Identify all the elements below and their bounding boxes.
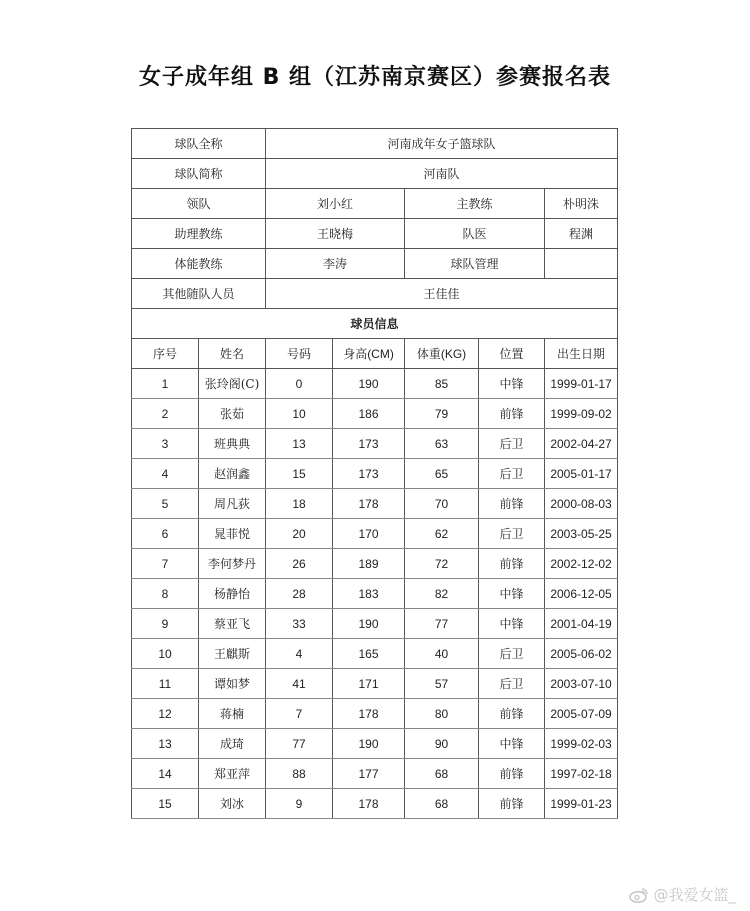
cell-name: 王麒斯: [199, 639, 266, 669]
cell-name: 郑亚萍: [199, 759, 266, 789]
cell-position: 后卫: [479, 459, 545, 489]
cell-weight: 90: [405, 729, 479, 759]
value-head-coach: 朴明洙: [545, 189, 618, 219]
cell-position: 前锋: [479, 489, 545, 519]
value-team-full-name: 河南成年女子篮球队: [266, 129, 618, 159]
cell-jersey: 88: [266, 759, 333, 789]
cell-jersey: 7: [266, 699, 333, 729]
cell-jersey: 9: [266, 789, 333, 819]
cell-jersey: 15: [266, 459, 333, 489]
cell-height: 171: [333, 669, 405, 699]
table-row: [132, 429, 618, 459]
table-row: [132, 759, 618, 789]
cell-number: 7: [132, 549, 199, 579]
table-row: [132, 579, 618, 609]
cell-birth-date: 2002-12-02: [545, 549, 618, 579]
cell-name: 杨静怡: [199, 579, 266, 609]
table-row: [132, 789, 618, 819]
cell-birth-date: 2006-12-05: [545, 579, 618, 609]
cell-weight: 77: [405, 609, 479, 639]
cell-name: 蔡亚飞: [199, 609, 266, 639]
cell-height: 183: [333, 579, 405, 609]
cell-name: 张玲阁(C): [199, 369, 266, 399]
label-team-short-name: 球队简称: [132, 159, 266, 189]
table-row: [132, 369, 618, 399]
cell-weight: 57: [405, 669, 479, 699]
cell-number: 11: [132, 669, 199, 699]
cell-height: 170: [333, 519, 405, 549]
cell-number: 1: [132, 369, 199, 399]
cell-birth-date: 2002-04-27: [545, 429, 618, 459]
label-other-staff: 其他随队人员: [132, 279, 266, 309]
cell-number: 10: [132, 639, 199, 669]
cell-weight: 40: [405, 639, 479, 669]
value-fitness-coach: 李涛: [266, 249, 405, 279]
cell-number: 15: [132, 789, 199, 819]
cell-height: 178: [333, 789, 405, 819]
cell-number: 4: [132, 459, 199, 489]
watermark: [629, 884, 736, 905]
table-row: [132, 519, 618, 549]
label-manager: 球队管理: [405, 249, 545, 279]
row-players-section: [132, 309, 618, 339]
label-doctor: 队医: [405, 219, 545, 249]
cell-name: 周凡荻: [199, 489, 266, 519]
cell-number: 2: [132, 399, 199, 429]
cell-weight: 68: [405, 789, 479, 819]
row-team-full-name: [132, 129, 618, 159]
row-leader-coach: [132, 189, 618, 219]
value-team-short-name: 河南队: [266, 159, 618, 189]
label-team-full-name: 球队全称: [132, 129, 266, 159]
cell-birth-date: 2005-07-09: [545, 699, 618, 729]
table-row: [132, 399, 618, 429]
column-header: 身高(CM): [333, 339, 405, 369]
cell-height: 178: [333, 699, 405, 729]
row-fitness-manager: [132, 249, 618, 279]
cell-jersey: 41: [266, 669, 333, 699]
value-assistant-coach: 王晓梅: [266, 219, 405, 249]
cell-height: 190: [333, 609, 405, 639]
table-row: [132, 729, 618, 759]
cell-birth-date: 2001-04-19: [545, 609, 618, 639]
cell-weight: 82: [405, 579, 479, 609]
cell-number: 5: [132, 489, 199, 519]
cell-name: 赵润鑫: [199, 459, 266, 489]
cell-jersey: 4: [266, 639, 333, 669]
cell-birth-date: 2003-07-10: [545, 669, 618, 699]
cell-name: 谭如梦: [199, 669, 266, 699]
cell-position: 前锋: [479, 699, 545, 729]
registration-table: [131, 128, 618, 819]
cell-number: 13: [132, 729, 199, 759]
cell-weight: 70: [405, 489, 479, 519]
cell-position: 中锋: [479, 579, 545, 609]
column-header: 序号: [132, 339, 199, 369]
cell-position: 中锋: [479, 369, 545, 399]
label-head-coach: 主教练: [405, 189, 545, 219]
cell-height: 178: [333, 489, 405, 519]
row-assistant-doctor: [132, 219, 618, 249]
cell-jersey: 10: [266, 399, 333, 429]
watermark-text: @我爱女篮_: [653, 886, 736, 904]
cell-number: 12: [132, 699, 199, 729]
cell-jersey: 18: [266, 489, 333, 519]
value-doctor: 程渊: [545, 219, 618, 249]
row-other-staff: [132, 279, 618, 309]
label-fitness-coach: 体能教练: [132, 249, 266, 279]
cell-jersey: 77: [266, 729, 333, 759]
cell-jersey: 33: [266, 609, 333, 639]
column-header: 姓名: [199, 339, 266, 369]
cell-name: 刘冰: [199, 789, 266, 819]
cell-name: 班典典: [199, 429, 266, 459]
cell-position: 前锋: [479, 399, 545, 429]
cell-position: 中锋: [479, 729, 545, 759]
cell-weight: 65: [405, 459, 479, 489]
cell-jersey: 20: [266, 519, 333, 549]
cell-birth-date: 1999-01-17: [545, 369, 618, 399]
cell-jersey: 13: [266, 429, 333, 459]
column-header: 体重(KG): [405, 339, 479, 369]
table-row: [132, 609, 618, 639]
cell-name: 成琦: [199, 729, 266, 759]
label-leader: 领队: [132, 189, 266, 219]
cell-position: 后卫: [479, 669, 545, 699]
cell-name: 张茹: [199, 399, 266, 429]
cell-jersey: 28: [266, 579, 333, 609]
cell-number: 6: [132, 519, 199, 549]
cell-height: 173: [333, 429, 405, 459]
cell-position: 前锋: [479, 789, 545, 819]
label-assistant-coach: 助理教练: [132, 219, 266, 249]
cell-name: 晁菲悦: [199, 519, 266, 549]
column-header: 位置: [479, 339, 545, 369]
cell-birth-date: 2005-06-02: [545, 639, 618, 669]
cell-position: 后卫: [479, 519, 545, 549]
cell-height: 165: [333, 639, 405, 669]
cell-position: 前锋: [479, 549, 545, 579]
players-section-heading: 球员信息: [132, 309, 618, 339]
value-manager: [545, 249, 618, 279]
page-title: 女子成年组 B 组（江苏南京赛区）参赛报名表: [138, 65, 612, 90]
cell-height: 186: [333, 399, 405, 429]
cell-jersey: 26: [266, 549, 333, 579]
cell-number: 9: [132, 609, 199, 639]
row-team-short-name: [132, 159, 618, 189]
cell-weight: 68: [405, 759, 479, 789]
table-row: [132, 699, 618, 729]
value-other-staff: 王佳佳: [266, 279, 618, 309]
cell-birth-date: 1999-02-03: [545, 729, 618, 759]
cell-birth-date: 2000-08-03: [545, 489, 618, 519]
cell-weight: 80: [405, 699, 479, 729]
cell-birth-date: 1997-02-18: [545, 759, 618, 789]
cell-position: 中锋: [479, 609, 545, 639]
cell-weight: 85: [405, 369, 479, 399]
cell-position: 后卫: [479, 429, 545, 459]
cell-name: 李何梦丹: [199, 549, 266, 579]
cell-height: 190: [333, 369, 405, 399]
cell-birth-date: 2005-01-17: [545, 459, 618, 489]
cell-number: 3: [132, 429, 199, 459]
cell-birth-date: 2003-05-25: [545, 519, 618, 549]
weibo-icon: [629, 887, 649, 903]
cell-position: 前锋: [479, 759, 545, 789]
cell-weight: 62: [405, 519, 479, 549]
cell-number: 8: [132, 579, 199, 609]
cell-position: 后卫: [479, 639, 545, 669]
cell-height: 173: [333, 459, 405, 489]
table-row: [132, 459, 618, 489]
cell-height: 189: [333, 549, 405, 579]
players-header-row: [132, 339, 618, 369]
table-row: [132, 639, 618, 669]
cell-number: 14: [132, 759, 199, 789]
cell-height: 190: [333, 729, 405, 759]
cell-weight: 72: [405, 549, 479, 579]
value-leader: 刘小红: [266, 189, 405, 219]
cell-birth-date: 1999-01-23: [545, 789, 618, 819]
cell-weight: 79: [405, 399, 479, 429]
column-header: 号码: [266, 339, 333, 369]
cell-birth-date: 1999-09-02: [545, 399, 618, 429]
table-row: [132, 549, 618, 579]
players-table-body: [132, 369, 618, 819]
cell-name: 蒋楠: [199, 699, 266, 729]
column-header: 出生日期: [545, 339, 618, 369]
cell-weight: 63: [405, 429, 479, 459]
cell-height: 177: [333, 759, 405, 789]
cell-jersey: 0: [266, 369, 333, 399]
table-row: [132, 669, 618, 699]
table-row: [132, 489, 618, 519]
